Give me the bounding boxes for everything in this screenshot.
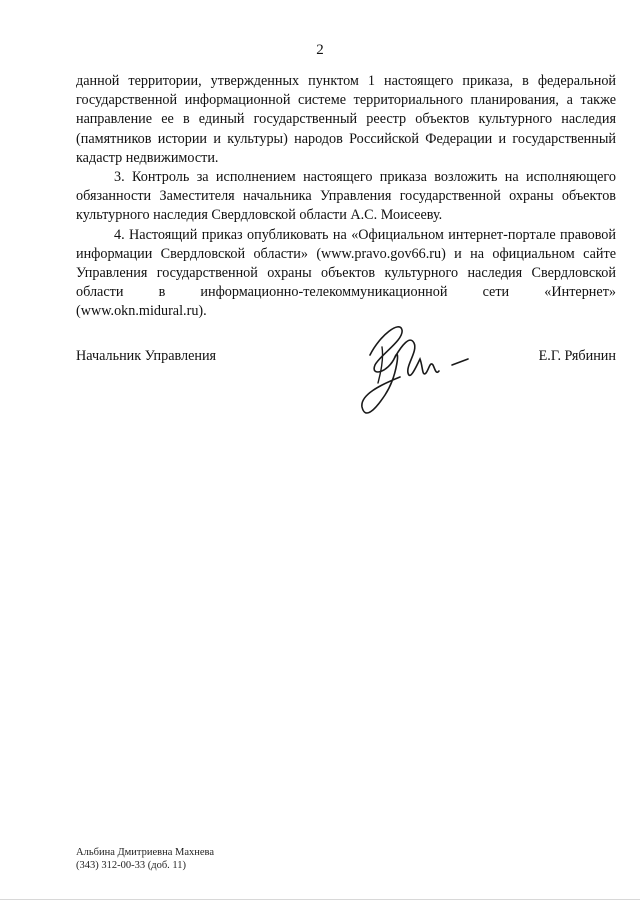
- signatory-name: Е.Г. Рябинин: [538, 348, 616, 364]
- paragraph-continuation: данной территории, утвержденных пунктом 1 настоящего приказа, в федеральной государственной информационной системе территориального планирования, а также направление ее в единый государственный реестр объектов культурного наследия (памятников истории и культуры) народов Российской Федерации и государственный кадастр недвижимости.: [76, 73, 616, 166]
- signatory-title: Начальник Управления: [76, 348, 217, 364]
- handwritten-signature: [340, 315, 490, 425]
- page-number: 2: [316, 42, 324, 58]
- contact-name: Альбина Дмитриевна Махнева: [76, 847, 215, 858]
- contact-info: [76, 846, 214, 872]
- document-body: [76, 72, 616, 322]
- page-bottom-edge: [0, 899, 640, 900]
- contact-phone: (343) 312-00-33 (доб. 11): [76, 860, 187, 871]
- paragraph-item-4: 4. Настоящий приказ опубликовать на «Официальном интернет-портале правовой информации Свердловской области» (www.pravo.gov66.ru) и на официальном сайте Управления государственной охраны объектов культурного наследия Свердловской области в информационно-телекоммуникационной сети «Интернет» (www.okn.midural.ru).: [76, 226, 616, 320]
- paragraph-item-3: 3. Контроль за исполнением настоящего приказа возложить на исполняющего обязанности Заместителя начальника Управления государственной охраны объектов культурного наследия Свердловской области А.С. Моисееву.: [76, 169, 616, 224]
